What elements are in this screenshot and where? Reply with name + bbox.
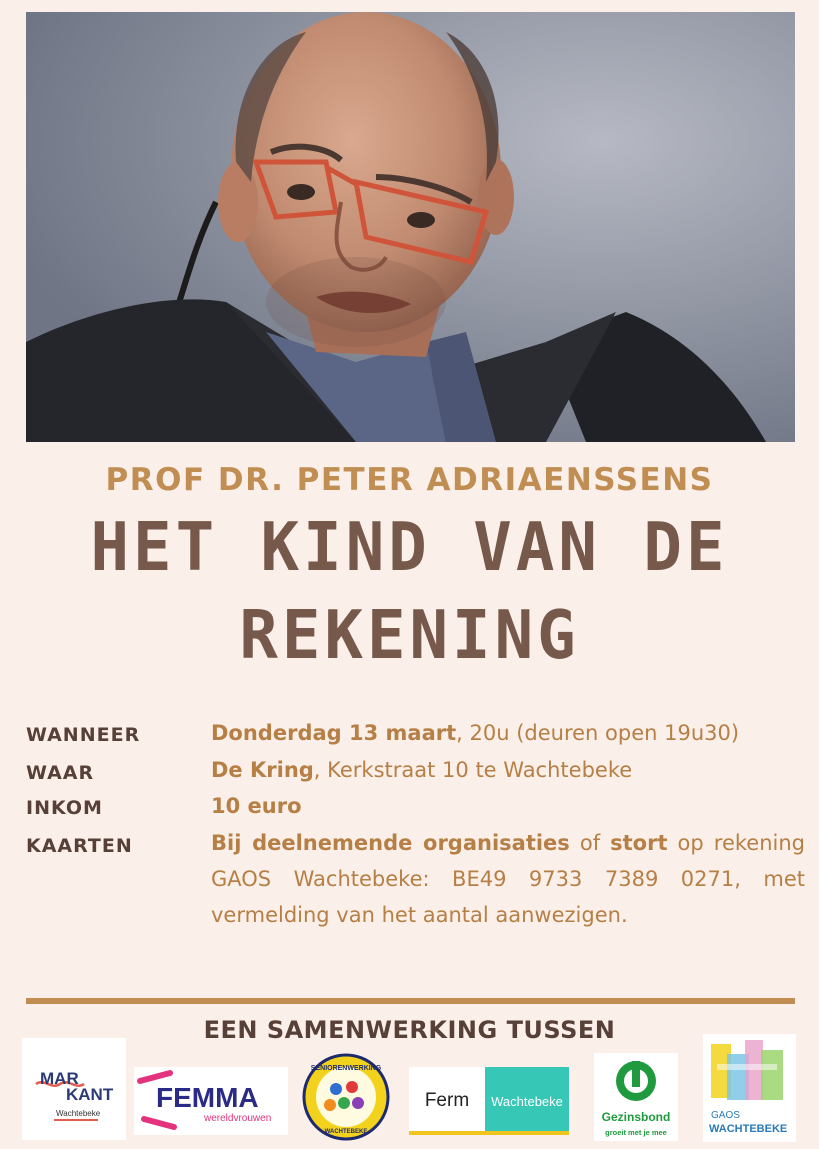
femma-logo-graphic	[134, 1067, 288, 1135]
gezinsbond-logo	[594, 1053, 678, 1141]
gezinsbond-logo-graphic	[594, 1053, 678, 1141]
event-title-line-1: HET KIND VAN DE	[90, 509, 729, 587]
section-divider	[26, 998, 795, 1004]
markant-logo-graphic	[22, 1038, 126, 1140]
where-address: , Kerkstraat 10 te Wachtebeke	[313, 758, 633, 782]
ferm-underline	[409, 1131, 569, 1135]
tickets-or: of	[569, 831, 611, 855]
when-time: , 20u (deuren open 19u30)	[456, 721, 740, 745]
where-label: WAAR	[26, 762, 95, 784]
gaos-logo-graphic	[703, 1034, 796, 1142]
ferm-place: Wachtebeke	[485, 1067, 569, 1135]
tickets-value	[211, 825, 805, 933]
speaker-photo	[26, 12, 795, 442]
femma-sub: wereldvrouwen	[204, 1113, 272, 1124]
gaos-line-1: GAOS	[711, 1110, 740, 1121]
speaker-portrait-illustration	[26, 12, 795, 442]
when-date: Donderdag 13 maart	[211, 721, 457, 745]
where-value	[211, 752, 805, 788]
seniorenwerking-top: SENIORENWERKING	[310, 1065, 382, 1072]
femma-logo	[134, 1067, 288, 1135]
gaos-line-2: WACHTEBEKE	[709, 1123, 788, 1135]
tickets-account-info: op rekening GAOS Wachtebeke: BE49 9733 7389 0271, met vermelding van het aantal aanwezigen.	[211, 831, 805, 927]
gaos-logo	[703, 1034, 796, 1142]
ferm-name: Ferm	[409, 1067, 485, 1135]
tickets-label: KAARTEN	[26, 835, 133, 857]
ferm-logo	[409, 1067, 569, 1135]
when-label: WANNEER	[26, 724, 141, 746]
speaker-name: PROF DR. PETER ADRIAENSSENS	[105, 462, 714, 498]
seniorenwerking-bottom: WACHTEBEKE	[324, 1129, 368, 1135]
entry-value	[211, 788, 805, 824]
markant-logo	[22, 1038, 126, 1140]
gezinsbond-tagline: groeit met je mee	[605, 1128, 667, 1137]
markant-line-1: MAR	[40, 1069, 79, 1088]
seniorenwerking-logo-graphic	[296, 1053, 396, 1141]
femma-name: FEMMA	[156, 1082, 259, 1113]
markant-line-2: KANT	[66, 1085, 114, 1104]
entry-price: 10 euro	[211, 794, 302, 818]
markant-sub: Wachtebeke	[56, 1109, 101, 1118]
where-venue: De Kring	[211, 758, 314, 782]
seniorenwerking-logo	[296, 1053, 396, 1141]
tickets-transfer: stort	[610, 831, 668, 855]
tickets-organisations: Bij deelnemende organisaties	[211, 831, 570, 855]
event-title	[0, 504, 819, 680]
entry-label: INKOM	[26, 797, 103, 819]
collaboration-heading: EEN SAMENWERKING TUSSEN	[203, 1016, 616, 1044]
when-value	[211, 715, 805, 751]
event-title-line-2: REKENING	[239, 597, 580, 675]
gezinsbond-name: Gezinsbond	[601, 1110, 671, 1124]
